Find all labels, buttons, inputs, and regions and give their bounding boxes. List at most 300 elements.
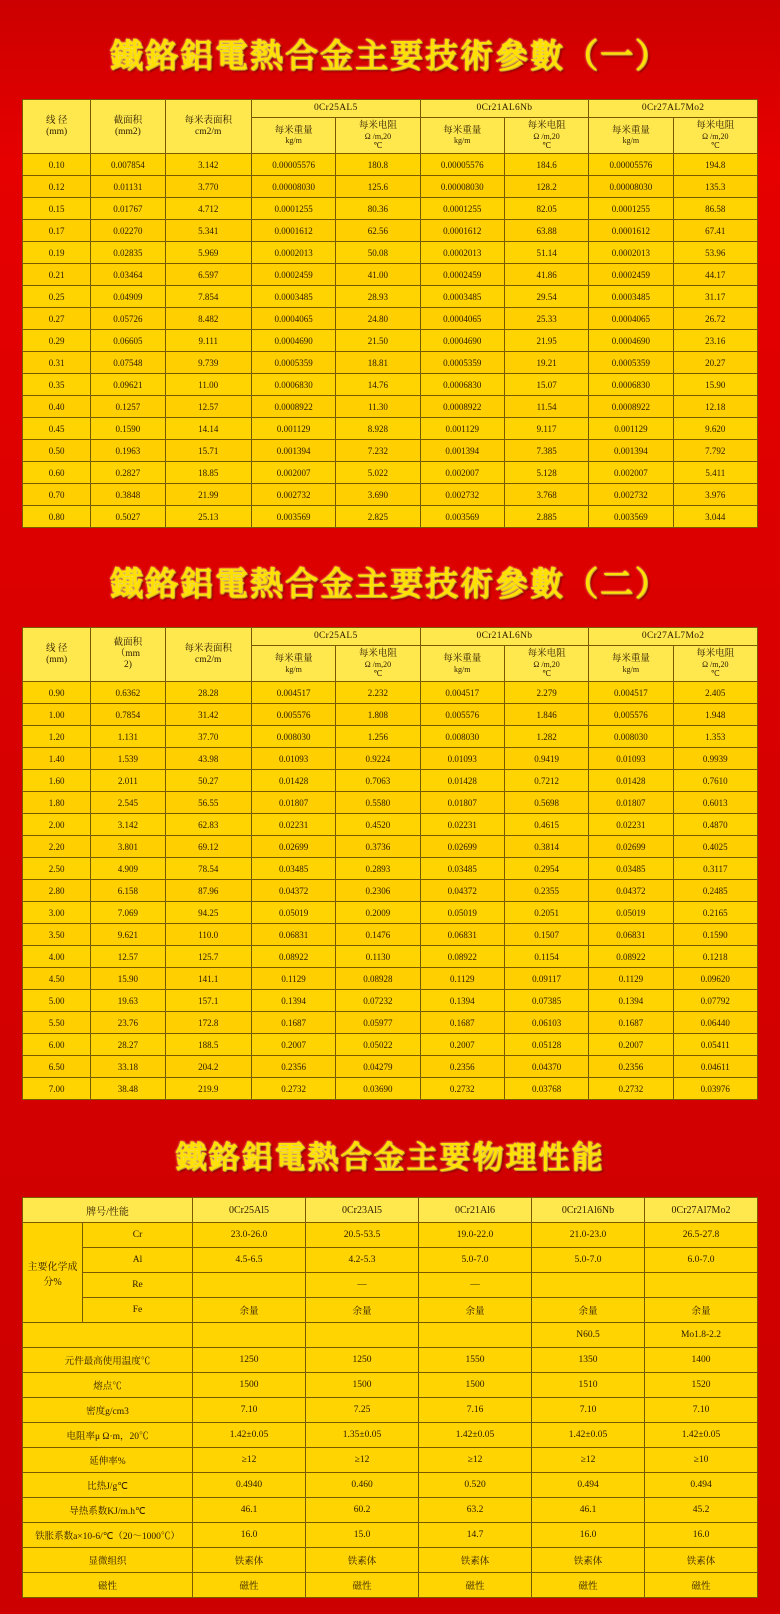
table-cell: 0.05022	[336, 1034, 420, 1056]
table-cell: 0.35	[23, 374, 91, 396]
table-cell: 3.801	[91, 836, 165, 858]
table-cell: 1500	[306, 1373, 419, 1398]
table-cell: ≥10	[645, 1448, 758, 1473]
table-cell: 0.07232	[336, 990, 420, 1012]
table-cell: 3.976	[673, 484, 757, 506]
table-cell: 4.50	[23, 968, 91, 990]
table-cell: 25.13	[165, 506, 251, 528]
table-cell: 0.2356	[420, 1056, 504, 1078]
table-cell: 23.16	[673, 330, 757, 352]
table-cell: 7.385	[504, 440, 588, 462]
table-cell: 28.27	[91, 1034, 165, 1056]
table-cell: 铁素体	[419, 1548, 532, 1573]
table-cell: 4.2-5.3	[306, 1248, 419, 1273]
table-cell: 3.690	[336, 484, 420, 506]
table-row	[23, 330, 758, 352]
table-cell: 7.10	[645, 1398, 758, 1423]
table-cell: 60.2	[306, 1498, 419, 1523]
table-cell: 0.008030	[251, 726, 335, 748]
table-cell: 0.27	[23, 308, 91, 330]
table-cell: 0.0001612	[251, 220, 335, 242]
table-cell: 0.0002459	[589, 264, 673, 286]
table-cell: 0.001394	[420, 440, 504, 462]
table-cell: 194.8	[673, 154, 757, 176]
table-cell: 19.63	[91, 990, 165, 1012]
table-cell: 0.1963	[91, 440, 165, 462]
table-cell: 0.1476	[336, 924, 420, 946]
table-cell: 5.128	[504, 462, 588, 484]
table-cell: 19.0-22.0	[419, 1223, 532, 1248]
table-cell: 5.341	[165, 220, 251, 242]
table-cell: 0.002007	[420, 462, 504, 484]
header-alloy-0cr27al7mo2: 0Cr27AL7Mo2	[589, 100, 758, 118]
table-cell: 0.02270	[91, 220, 165, 242]
table-3-body	[23, 1198, 758, 1598]
table-cell: 0.10	[23, 154, 91, 176]
table-cell: 0.008030	[589, 726, 673, 748]
table-row	[23, 154, 758, 176]
table-row	[23, 946, 758, 968]
table-cell: 0.5698	[504, 792, 588, 814]
table-cell: 0.0004690	[251, 330, 335, 352]
table-cell: 1.256	[336, 726, 420, 748]
table-cell: 15.71	[165, 440, 251, 462]
table-1-body	[23, 154, 758, 528]
table-cell: 6.00	[23, 1034, 91, 1056]
table-row	[23, 902, 758, 924]
table-cell: 135.3	[673, 176, 757, 198]
table-cell: 0.004517	[251, 682, 335, 704]
table-cell: 0.0006830	[420, 374, 504, 396]
table-cell: 0.2356	[589, 1056, 673, 1078]
table-row	[23, 1498, 758, 1523]
table-row	[23, 858, 758, 880]
table-row	[23, 968, 758, 990]
header-alloy-0cr27al7mo2: 0Cr27AL7Mo2	[589, 628, 758, 646]
table-row	[23, 792, 758, 814]
table-cell: 0.1129	[251, 968, 335, 990]
table-cell: 0.01807	[589, 792, 673, 814]
table-2-header-row-1	[23, 628, 758, 646]
table-cell: 1.42±0.05	[193, 1423, 306, 1448]
table-cell: 0.06831	[420, 924, 504, 946]
table-cell: 69.12	[165, 836, 251, 858]
table-cell: 1.42±0.05	[419, 1423, 532, 1448]
table-cell: 0.06831	[589, 924, 673, 946]
table-cell: 16.0	[532, 1523, 645, 1548]
table-cell: 44.17	[673, 264, 757, 286]
table-row	[23, 1298, 758, 1323]
table-cell: 0.7854	[91, 704, 165, 726]
table-cell: 0.520	[419, 1473, 532, 1498]
header-resistance-2: 每米电阻 Ω /m,20 ℃	[504, 646, 588, 682]
table-cell: 4.00	[23, 946, 91, 968]
table-cell: 0.1687	[420, 1012, 504, 1034]
table-cell: 0.0004690	[420, 330, 504, 352]
table-cell: 0.01093	[251, 748, 335, 770]
table-cell: 3.142	[165, 154, 251, 176]
property-label: 磁性	[23, 1573, 193, 1598]
table-cell: 0.7610	[673, 770, 757, 792]
table-cell: 184.6	[504, 154, 588, 176]
property-label: 显微组织	[23, 1548, 193, 1573]
physical-properties-table	[22, 1197, 758, 1598]
table-cell: 21.50	[336, 330, 420, 352]
table-cell: 53.96	[673, 242, 757, 264]
table-cell: 0.45	[23, 418, 91, 440]
table-row	[23, 308, 758, 330]
table-cell: 82.05	[504, 198, 588, 220]
table-row	[23, 440, 758, 462]
table-cell: 3.142	[91, 814, 165, 836]
table-cell: 141.1	[165, 968, 251, 990]
table-cell: 0.005576	[420, 704, 504, 726]
table-cell: 0.7063	[336, 770, 420, 792]
table-cell: 0.005576	[589, 704, 673, 726]
table-cell: 铁素体	[645, 1548, 758, 1573]
table-cell: 0.002007	[589, 462, 673, 484]
page-title-1: 鐵鉻鋁電熱合金主要技術參數（一）	[110, 36, 670, 75]
table-cell: 0.01807	[251, 792, 335, 814]
table-cell: 2.50	[23, 858, 91, 880]
property-label: 比热J/g℃	[23, 1473, 193, 1498]
table-cell: 0.494	[532, 1473, 645, 1498]
tech-parameters-table-2	[22, 627, 758, 1100]
table-cell: 0.001394	[251, 440, 335, 462]
table-cell: 0.002732	[589, 484, 673, 506]
page-title-3: 鐵鉻鋁電熱合金主要物理性能	[175, 1140, 605, 1177]
table-cell: 0.2009	[336, 902, 420, 924]
table-cell: 0.50	[23, 440, 91, 462]
table-cell: 0.06831	[251, 924, 335, 946]
header-weight-2: 每米重量 kg/m	[420, 646, 504, 682]
table-row	[23, 352, 758, 374]
table-cell: 0.4870	[673, 814, 757, 836]
table-row	[23, 1548, 758, 1573]
table-cell: 29.54	[504, 286, 588, 308]
table-cell: 7.854	[165, 286, 251, 308]
table-cell: 0.01428	[589, 770, 673, 792]
table-cell: 0.3848	[91, 484, 165, 506]
table-cell: 172.8	[165, 1012, 251, 1034]
table-cell	[306, 1323, 419, 1348]
property-label: 导热系数KJ/m.h℃	[23, 1498, 193, 1523]
table-cell: 3.044	[673, 506, 757, 528]
table-cell: 110.0	[165, 924, 251, 946]
table-cell: 0.2355	[504, 880, 588, 902]
table-cell: 1.60	[23, 770, 91, 792]
table-row	[23, 1573, 758, 1598]
table-cell: 铁素体	[193, 1548, 306, 1573]
table-cell: 0.04611	[673, 1056, 757, 1078]
table-cell: 50.27	[165, 770, 251, 792]
table-cell: 0.05977	[336, 1012, 420, 1034]
property-label: 电阻率μ Ω·m，20℃	[23, 1423, 193, 1448]
table-cell: 14.14	[165, 418, 251, 440]
table-cell: 0.0005359	[251, 352, 335, 374]
table-cell: 0.002732	[251, 484, 335, 506]
table-3-wrapper	[0, 1197, 780, 1598]
table-cell: 0.05411	[673, 1034, 757, 1056]
table-cell: 28.93	[336, 286, 420, 308]
table-cell: 0.0008922	[420, 396, 504, 418]
table-cell: 11.00	[165, 374, 251, 396]
table-cell: 46.1	[193, 1498, 306, 1523]
row-label	[23, 1323, 193, 1348]
table-cell: 7.10	[532, 1398, 645, 1423]
table-cell: 0.1257	[91, 396, 165, 418]
header-alloy: 0Cr25Al5	[193, 1198, 306, 1223]
table-cell: 14.7	[419, 1523, 532, 1548]
table-cell: 2.825	[336, 506, 420, 528]
table-cell: 磁性	[306, 1573, 419, 1598]
table-cell: 1.948	[673, 704, 757, 726]
header-resistance-3: 每米电阻 Ω /m,20 ℃	[673, 117, 757, 153]
table-cell: 余量	[645, 1298, 758, 1323]
table-row	[23, 1473, 758, 1498]
table-cell: 0.70	[23, 484, 91, 506]
table-cell: 磁性	[532, 1573, 645, 1598]
table-cell: 0.9939	[673, 748, 757, 770]
table-cell: N60.5	[532, 1323, 645, 1348]
table-cell: 0.2007	[251, 1034, 335, 1056]
table-cell: 21.0-23.0	[532, 1223, 645, 1248]
table-cell: 0.004517	[589, 682, 673, 704]
table-row	[23, 198, 758, 220]
table-cell: 0.0008922	[251, 396, 335, 418]
table-cell: 0.004517	[420, 682, 504, 704]
table-cell: 0.06440	[673, 1012, 757, 1034]
table-cell: 15.07	[504, 374, 588, 396]
table-cell: 0.0003485	[420, 286, 504, 308]
table-row	[23, 242, 758, 264]
table-cell: 50.08	[336, 242, 420, 264]
element-label: Re	[83, 1273, 193, 1298]
table-cell: 铁素体	[532, 1548, 645, 1573]
table-cell: 7.10	[193, 1398, 306, 1423]
table-cell: 45.2	[645, 1498, 758, 1523]
table-cell: 180.8	[336, 154, 420, 176]
composition-label: 主要化学成分%	[23, 1223, 83, 1323]
table-cell: 0.2007	[420, 1034, 504, 1056]
table-cell: 31.42	[165, 704, 251, 726]
table-cell: 43.98	[165, 748, 251, 770]
table-cell: 0.001129	[251, 418, 335, 440]
table-cell: 7.16	[419, 1398, 532, 1423]
table-cell: 0.0001255	[589, 198, 673, 220]
table-cell: 23.0-26.0	[193, 1223, 306, 1248]
table-cell: 0.1687	[251, 1012, 335, 1034]
table-cell: 0.0001255	[420, 198, 504, 220]
header-resistance-1: 每米电阻 Ω /m,20 ℃	[336, 646, 420, 682]
table-cell: 0.1590	[673, 924, 757, 946]
header-resistance-3: 每米电阻 Ω /m,20 ℃	[673, 646, 757, 682]
table-cell: 2.232	[336, 682, 420, 704]
table-cell: 1.42±0.05	[645, 1423, 758, 1448]
table-cell: 15.90	[673, 374, 757, 396]
table-cell: 18.81	[336, 352, 420, 374]
table-cell: 0.03485	[251, 858, 335, 880]
table-cell: 15.0	[306, 1523, 419, 1548]
table-row	[23, 1398, 758, 1423]
table-cell: 0.00008030	[251, 176, 335, 198]
table-cell: 1510	[532, 1373, 645, 1398]
table-cell: 0.09620	[673, 968, 757, 990]
header-resistance-2: 每米电阻 Ω /m,20 ℃	[504, 117, 588, 153]
table-cell: 2.545	[91, 792, 165, 814]
table-cell: 3.00	[23, 902, 91, 924]
header-weight-3: 每米重量 kg/m	[589, 646, 673, 682]
table-cell	[193, 1273, 306, 1298]
table-cell: 0.03690	[336, 1078, 420, 1100]
table-cell: 11.54	[504, 396, 588, 418]
header-surface-area: 每米表面积 cm2/m	[165, 100, 251, 154]
table-cell: 0.01093	[420, 748, 504, 770]
table-cell: 0.19	[23, 242, 91, 264]
header-resistance-1: 每米电阻 Ω /m,20 ℃	[336, 117, 420, 153]
table-cell: 7.069	[91, 902, 165, 924]
table-cell: 28.28	[165, 682, 251, 704]
table-cell: 1.40	[23, 748, 91, 770]
table-cell: 0.08922	[251, 946, 335, 968]
table-cell: 0.01807	[420, 792, 504, 814]
table-cell: 9.620	[673, 418, 757, 440]
table-cell: 0.0002013	[420, 242, 504, 264]
table-row	[23, 1223, 758, 1248]
table-cell: 0.0002013	[251, 242, 335, 264]
table-cell	[532, 1273, 645, 1298]
table-cell: 0.21	[23, 264, 91, 286]
table-row	[23, 264, 758, 286]
header-weight-2: 每米重量 kg/m	[420, 117, 504, 153]
table-cell: 219.9	[165, 1078, 251, 1100]
property-label: 铁胀系数a×10-6/℃（20～1000℃）	[23, 1523, 193, 1548]
header-area: 截面积 （mm 2)	[91, 628, 165, 682]
table-cell: 5.50	[23, 1012, 91, 1034]
table-cell: 0.04372	[420, 880, 504, 902]
table-cell: 3.770	[165, 176, 251, 198]
table-cell: 0.03485	[589, 858, 673, 880]
table-cell: 0.1130	[336, 946, 420, 968]
table-cell: 14.76	[336, 374, 420, 396]
table-cell: 125.6	[336, 176, 420, 198]
table-1-head	[23, 100, 758, 154]
page-title-2: 鐵鉻鋁電熱合金主要技術參數（二）	[110, 564, 670, 604]
table-row	[23, 1448, 758, 1473]
property-label: 密度g/cm3	[23, 1398, 193, 1423]
table-cell: 0.01428	[420, 770, 504, 792]
table-cell: 0.03976	[673, 1078, 757, 1100]
table-cell: 21.99	[165, 484, 251, 506]
table-cell: 0.2485	[673, 880, 757, 902]
table-cell: 63.2	[419, 1498, 532, 1523]
table-cell: 6.158	[91, 880, 165, 902]
table-cell: 5.411	[673, 462, 757, 484]
table-row	[23, 1423, 758, 1448]
table-cell: 4.909	[91, 858, 165, 880]
table-cell: 0.4520	[336, 814, 420, 836]
table-cell: 33.18	[91, 1056, 165, 1078]
table-row	[23, 1248, 758, 1273]
table-cell: 0.0004690	[589, 330, 673, 352]
table-cell: 16.0	[193, 1523, 306, 1548]
table-cell: 0.1218	[673, 946, 757, 968]
table-row	[23, 726, 758, 748]
table-cell: 4.712	[165, 198, 251, 220]
table-cell: 0.05019	[589, 902, 673, 924]
header-weight-1: 每米重量 kg/m	[251, 646, 335, 682]
table-cell: 37.70	[165, 726, 251, 748]
table-cell: 1.353	[673, 726, 757, 748]
table-2-wrapper	[0, 627, 780, 1100]
table-cell: 26.72	[673, 308, 757, 330]
table-cell: 157.1	[165, 990, 251, 1012]
table-cell: 128.2	[504, 176, 588, 198]
header-area: 截面积 (mm2)	[91, 100, 165, 154]
table-cell: 0.40	[23, 396, 91, 418]
table-cell: ≥12	[193, 1448, 306, 1473]
table-cell: 0.008030	[420, 726, 504, 748]
table-row	[23, 396, 758, 418]
table-row	[23, 1523, 758, 1548]
table-cell: 0.02231	[589, 814, 673, 836]
table-cell: 0.4615	[504, 814, 588, 836]
table-cell: 0.005576	[251, 704, 335, 726]
header-alloy-0cr21al6nb: 0Cr21AL6Nb	[420, 628, 589, 646]
table-cell: 8.928	[336, 418, 420, 440]
table-cell: 5.00	[23, 990, 91, 1012]
table-cell: 1550	[419, 1348, 532, 1373]
table-cell: 0.2007	[589, 1034, 673, 1056]
table-cell: 1.131	[91, 726, 165, 748]
table-cell: 6.597	[165, 264, 251, 286]
table-cell: 0.2732	[589, 1078, 673, 1100]
table-cell: 0.2893	[336, 858, 420, 880]
table-cell: 0.0003485	[589, 286, 673, 308]
table-cell: 0.2732	[420, 1078, 504, 1100]
table-cell: 余量	[306, 1298, 419, 1323]
header-diameter: 线 径 (mm)	[23, 100, 91, 154]
table-cell: 0.0002013	[589, 242, 673, 264]
table-cell: 11.30	[336, 396, 420, 418]
table-row	[23, 1012, 758, 1034]
table-cell: 0.06103	[504, 1012, 588, 1034]
table-cell: 0.2356	[251, 1056, 335, 1078]
table-cell: 1520	[645, 1373, 758, 1398]
table-row	[23, 1078, 758, 1100]
table-row	[23, 682, 758, 704]
table-row	[23, 836, 758, 858]
table-cell: 0.12	[23, 176, 91, 198]
table-cell: 62.83	[165, 814, 251, 836]
table-cell: 0.07385	[504, 990, 588, 1012]
table-row	[23, 814, 758, 836]
table-cell: 0.09117	[504, 968, 588, 990]
table-cell: 0.1687	[589, 1012, 673, 1034]
table-row	[23, 1056, 758, 1078]
table-cell: 31.17	[673, 286, 757, 308]
table-cell: 5.0-7.0	[532, 1248, 645, 1273]
table-row	[23, 880, 758, 902]
table-cell: 0.02699	[420, 836, 504, 858]
table-cell: 41.00	[336, 264, 420, 286]
table-cell: 1.539	[91, 748, 165, 770]
bottom-spacer	[0, 1598, 780, 1612]
table-cell: 86.58	[673, 198, 757, 220]
table-cell: 0.02231	[420, 814, 504, 836]
table-row	[23, 990, 758, 1012]
table-cell: 0.60	[23, 462, 91, 484]
